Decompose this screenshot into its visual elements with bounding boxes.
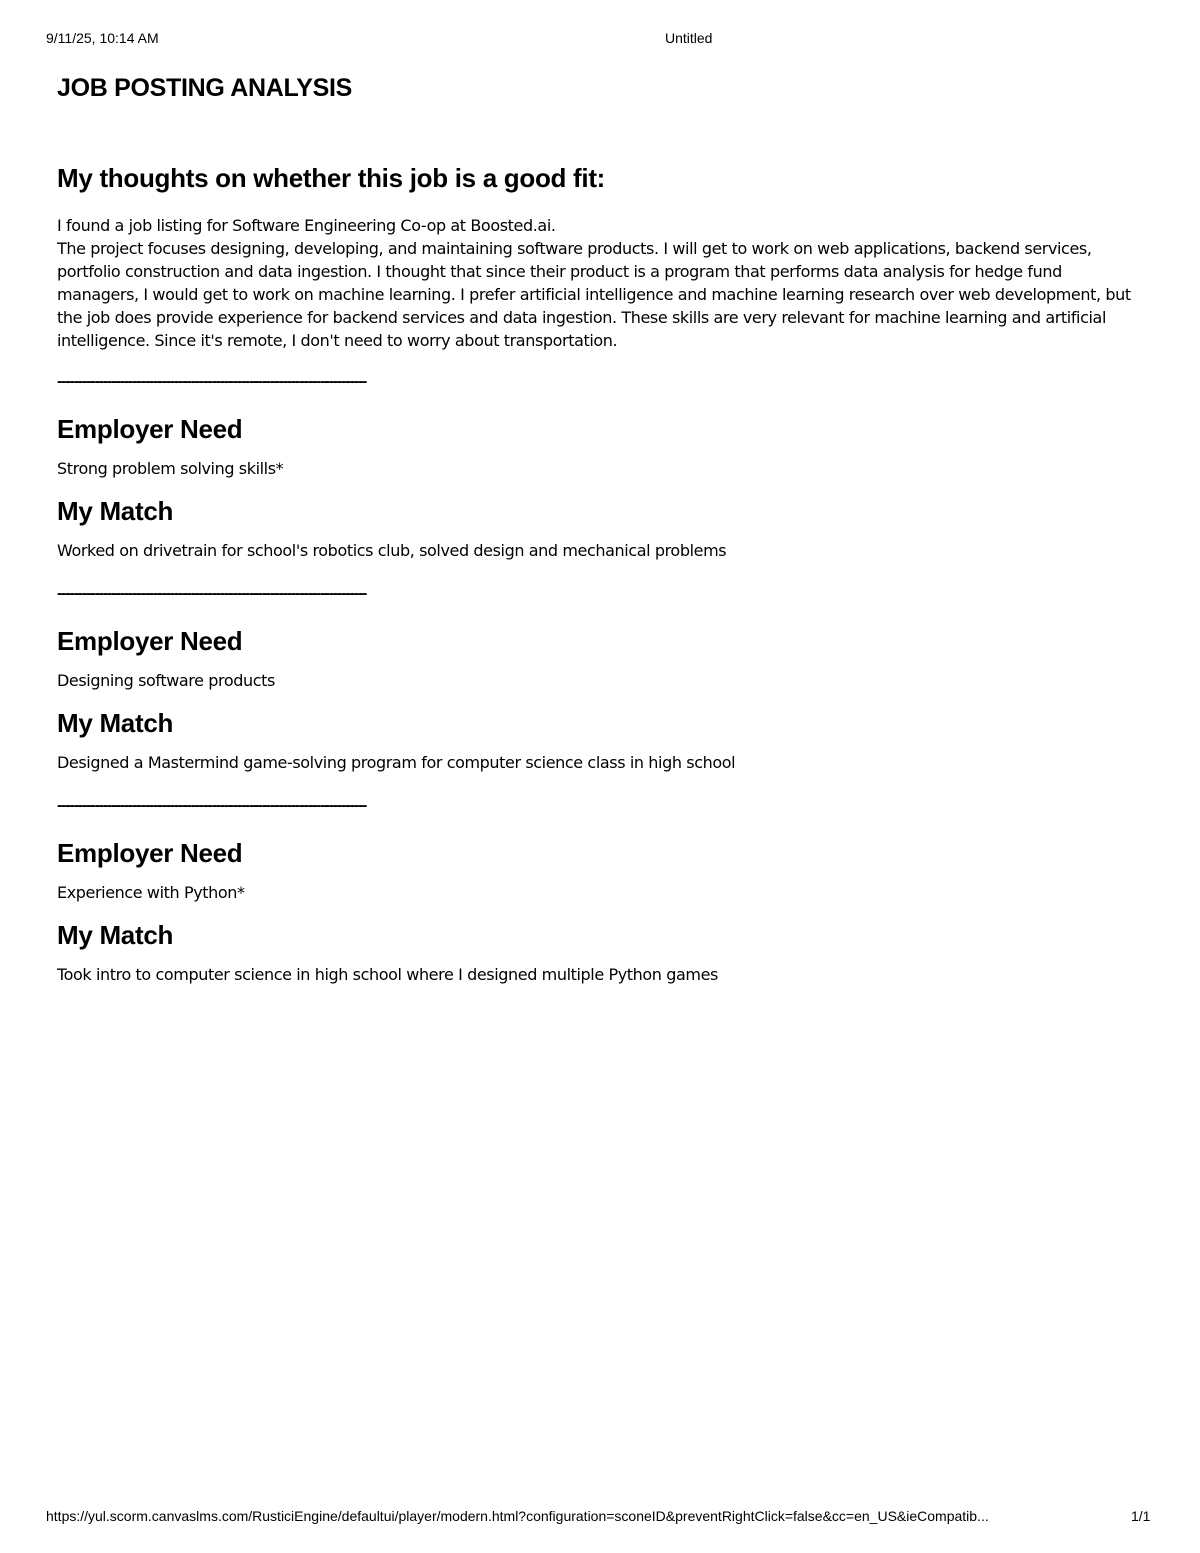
my-match-heading: My Match xyxy=(57,496,174,526)
employer-need-heading: Employer Need xyxy=(57,414,243,444)
my-match-heading: My Match xyxy=(57,920,174,950)
section-divider: -------------------------------------------------------------------------- xyxy=(57,373,367,390)
print-footer xyxy=(0,1508,1200,1526)
employer-need-heading: Employer Need xyxy=(57,626,243,656)
my-match-text: Took intro to computer science in high school where I designed multiple Python games xyxy=(57,965,718,984)
print-url: https://yul.scorm.canvaslms.com/RusticiEngine/defaultui/player/modern.html?configuration=sconeID&preventRightClick=false&cc=en_US&ieCompatib... xyxy=(46,1508,989,1524)
print-datetime: 9/11/25, 10:14 AM xyxy=(46,30,159,46)
need-match-section xyxy=(57,372,1147,562)
section-divider: -------------------------------------------------------------------------- xyxy=(57,797,367,814)
document-title: JOB POSTING ANALYSIS xyxy=(57,74,352,102)
intro-paragraph: The project focuses designing, developing, and maintaining software products. I will get to work on web applications, backend services, portfolio construction and data ingestion. I thought that since their product is a program that performs data analysis for hedge fund managers, I would get to work on machine learning. I prefer artificial intelligence and machine learning research over web development, but the job does provide experience for backend services and data ingestion. These skills are very relevant for machine learning and artificial intelligence. Since it's remote, I don't need to worry about transportation. xyxy=(57,239,1131,350)
employer-need-text: Designing software products xyxy=(57,671,275,690)
employer-need-text: Strong problem solving skills* xyxy=(57,459,284,478)
section-divider: -------------------------------------------------------------------------- xyxy=(57,585,367,602)
my-match-text: Worked on drivetrain for school's robotics club, solved design and mechanical problems xyxy=(57,541,727,560)
need-match-section xyxy=(57,796,1147,986)
intro-block xyxy=(57,214,1147,352)
my-match-heading: My Match xyxy=(57,708,174,738)
print-page-count: 1/1 xyxy=(1131,1508,1151,1524)
employer-need-text: Experience with Python* xyxy=(57,883,245,902)
document-body xyxy=(57,74,1147,986)
print-page-title: Untitled xyxy=(665,30,713,46)
print-header xyxy=(0,30,1200,48)
employer-need-heading: Employer Need xyxy=(57,838,243,868)
need-match-section xyxy=(57,584,1147,774)
intro-line: I found a job listing for Software Engineering Co-op at Boosted.ai. xyxy=(57,216,556,235)
thoughts-heading: My thoughts on whether this job is a good fit: xyxy=(57,163,606,193)
my-match-text: Designed a Mastermind game-solving program for computer science class in high school xyxy=(57,753,736,772)
